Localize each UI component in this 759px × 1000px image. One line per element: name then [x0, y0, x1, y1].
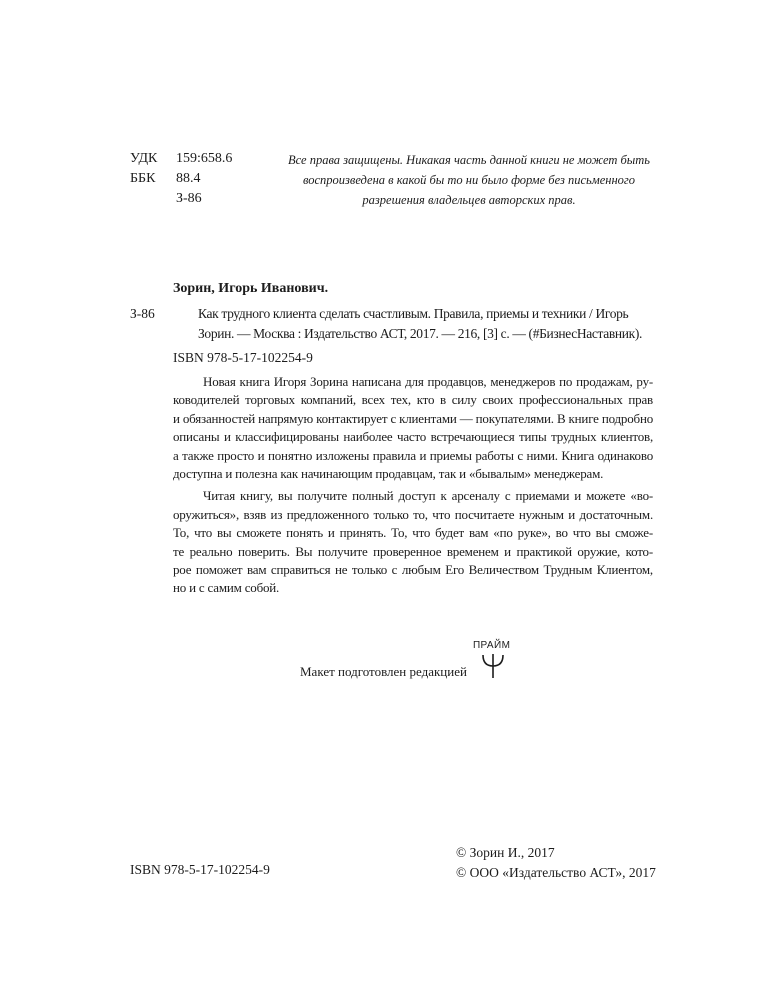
- author-mark-line: [130, 190, 232, 208]
- annotation-line: оружиться», взяв из предложенного только то, что посчитаете нужным и достаточным.: [173, 506, 653, 522]
- copyright-author: © Зорин И., 2017: [456, 845, 555, 860]
- copyright-publisher: © ООО «Издательство АСТ», 2017: [456, 865, 656, 880]
- annotation-line: Читая книгу, вы получите полный доступ к арсеналу с приемами и можете «во-: [203, 488, 653, 504]
- bbk-line: [130, 170, 232, 188]
- annotation-line: рое поможет вам справиться не только с любым Его Величеством Трудным Клиентом,: [173, 562, 653, 578]
- udk-label: УДК: [130, 151, 158, 166]
- imprint-line: [300, 640, 513, 680]
- rights-notice-line: Все права защищены. Никакая часть данной книги не может быть: [288, 153, 650, 167]
- rights-notice: [268, 150, 670, 210]
- annotation-line: ководителей торговых компаний, всех тех, кто в силу своих профессиональных прав: [173, 392, 653, 408]
- annotation-paragraph-2: [173, 487, 653, 597]
- psi-icon: [473, 640, 513, 680]
- description-line: Зорин. — Москва : Издательство АСТ, 2017. — 216, [3] с. — (#БизнесНаставник).: [198, 326, 643, 341]
- bbk-label: ББК: [130, 171, 156, 186]
- annotation-line: Новая книга Игоря Зорина написана для продавцов, менеджеров по продажам, ру-: [203, 374, 653, 389]
- udk-line: [130, 150, 232, 168]
- annotation-line: описаны и классифицированы наиболее часто встречающиеся типы трудных клиентов,: [173, 429, 653, 445]
- annotation: [173, 373, 653, 602]
- rights-notice-line: разрешения владельцев авторских прав.: [362, 193, 576, 207]
- annotation-line: а также просто и понятно изложены правила и приемы работы с ними. Книга одинаково: [173, 447, 653, 463]
- annotation-line: но и с самим собой.: [173, 580, 280, 596]
- prime-logo: [473, 640, 513, 680]
- annotation-line: те реально поверить. Вы получите проверенное временем и практикой оружие, кото-: [173, 543, 653, 559]
- copyright-block: [456, 843, 656, 883]
- author-heading: Зорин, Игорь Иванович.: [173, 281, 329, 296]
- annotation-line: То, что вы сможете понять и принять. То, что будет вам «по руке», во что вы сможе-: [173, 525, 653, 541]
- entry-code: З-86: [130, 306, 155, 321]
- bibliographic-description: [198, 304, 653, 344]
- annotation-line: и обязанностей напрямую контактирует с клиентами — покупателями. В книге подробно: [173, 410, 653, 426]
- bbk-value: 88.4: [176, 171, 201, 186]
- prime-logo-text: ПРАЙМ: [472, 640, 511, 651]
- author-mark: З-86: [176, 191, 202, 206]
- udk-value: 159:658.6: [176, 151, 233, 166]
- classification-block: [130, 150, 232, 208]
- isbn-record: ISBN 978-5-17-102254-9: [173, 350, 313, 365]
- annotation-paragraph-1: [173, 373, 653, 483]
- imprint-text: Макет подготовлен редакцией: [300, 664, 467, 679]
- annotation-line: доступна и полезна как начинающим продавцам, так и «бывалым» менеджерам.: [173, 466, 604, 482]
- isbn-footer: ISBN 978-5-17-102254-9: [130, 862, 270, 877]
- description-line: Как трудного клиента сделать счастливым. Правила, приемы и техники / Игорь: [198, 306, 629, 321]
- rights-notice-line: воспроизведена в какой бы то ни было форме без письменного: [302, 173, 636, 187]
